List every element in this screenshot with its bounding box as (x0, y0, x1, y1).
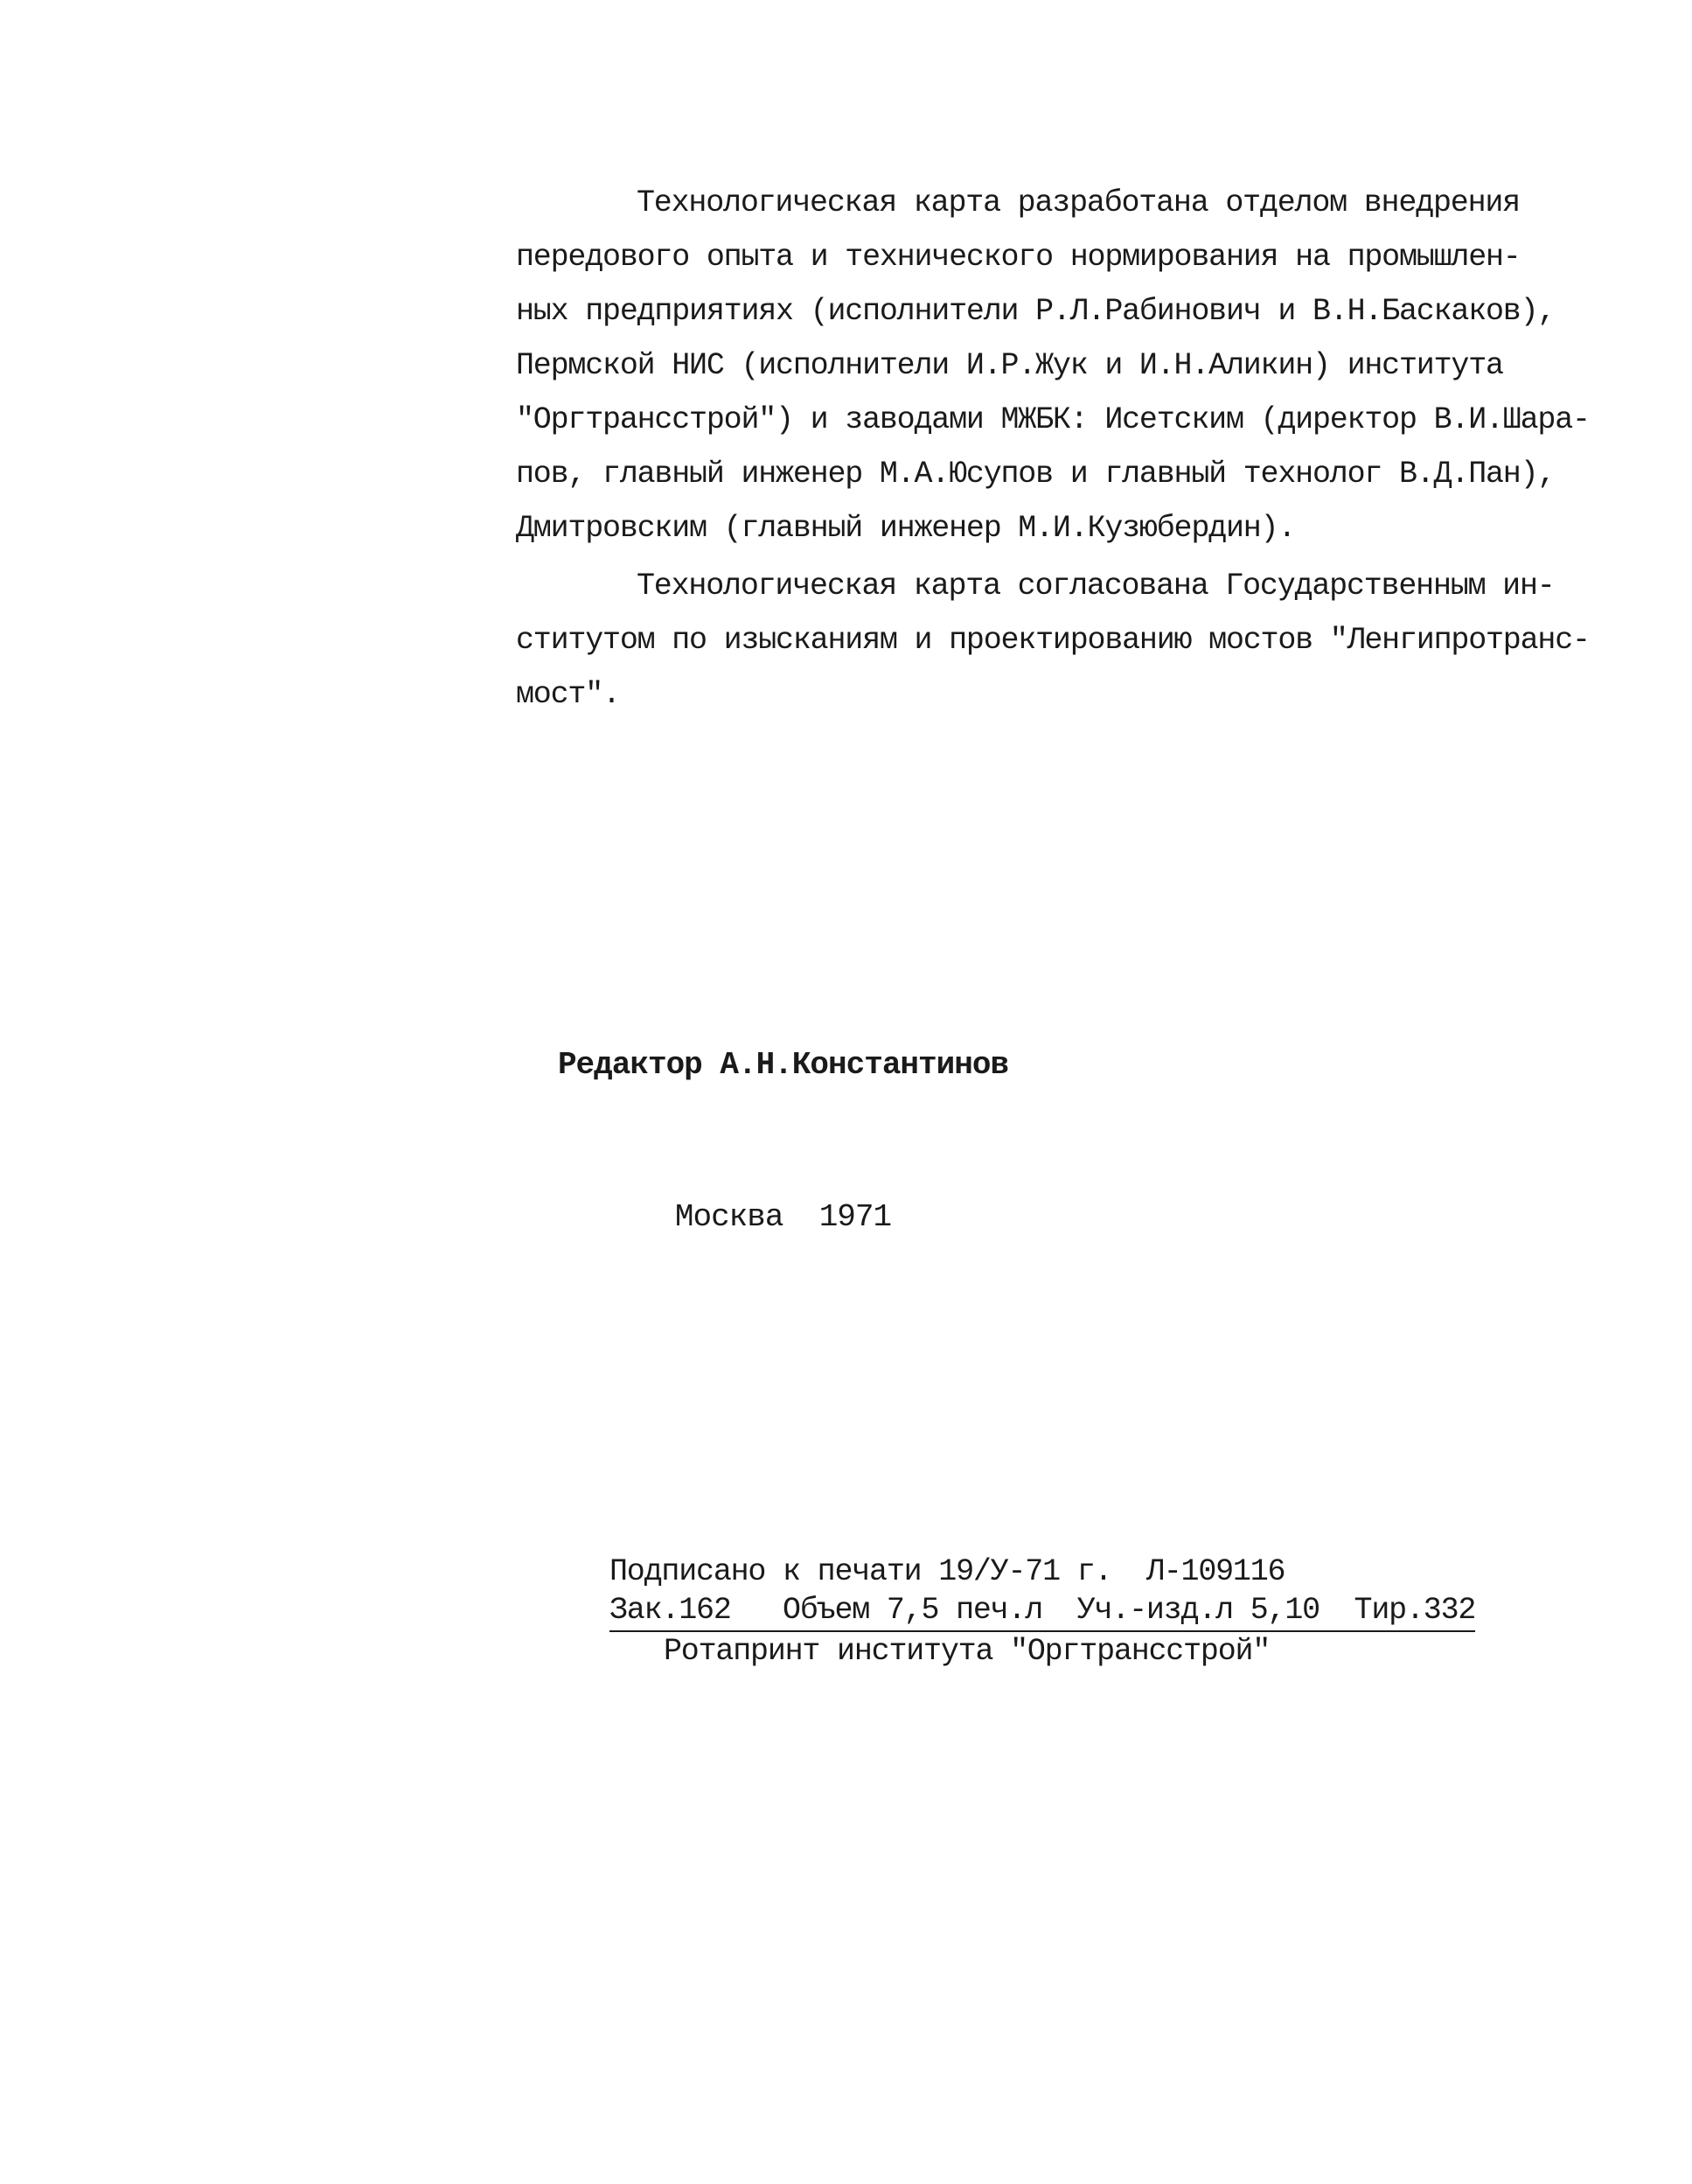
city-year-block (0, 1200, 1692, 1235)
paragraph-line: пов, главный инженер М.А.Юсупов и главный технолог В.Д.Пан), (516, 457, 1556, 492)
city-year: Москва 1971 (674, 1199, 892, 1235)
imprint-order-line: Зак.162 Объем 7,5 печ.л Уч.-изд.л 5,10 Тир.332 (609, 1591, 1475, 1632)
paragraph-line: "Оргтрансстрой") и заводами МЖБК: Исетским (директор В.И.Шара- (516, 402, 1590, 437)
paragraph-line: ных предприятиях (исполнители Р.Л.Рабинович и В.Н.Баскаков), (516, 294, 1556, 329)
paragraph-line: Технологическая карта разработана отделом внедрения (637, 185, 1520, 220)
editor-line: Редактор А.Н.Константинов (557, 1047, 1009, 1083)
paragraph-line: мост". (516, 677, 620, 712)
paragraph-line: ститутом по изысканиям и проектированию мостов "Ленгипротранс- (516, 623, 1590, 658)
imprint-signed-line: Подписано к печати 19/У-71 г. Л-109116 (609, 1554, 1285, 1589)
paragraph-line: Дмитровским (главный инженер М.И.Кузюбердин). (516, 511, 1296, 546)
editor-block (0, 1048, 1692, 1083)
paragraph-line: Пермской НИС (исполнители И.Р.Жук и И.Н.Аликин) института (516, 348, 1503, 383)
imprint-block (609, 1553, 1484, 1671)
imprint-printer-line: Ротапринт института "Оргтрансстрой" (664, 1634, 1271, 1669)
paragraph-line: передового опыта и технического нормирования на промышлен- (516, 240, 1521, 275)
paragraph-line: Технологическая карта согласована Государственным ин- (637, 569, 1555, 604)
